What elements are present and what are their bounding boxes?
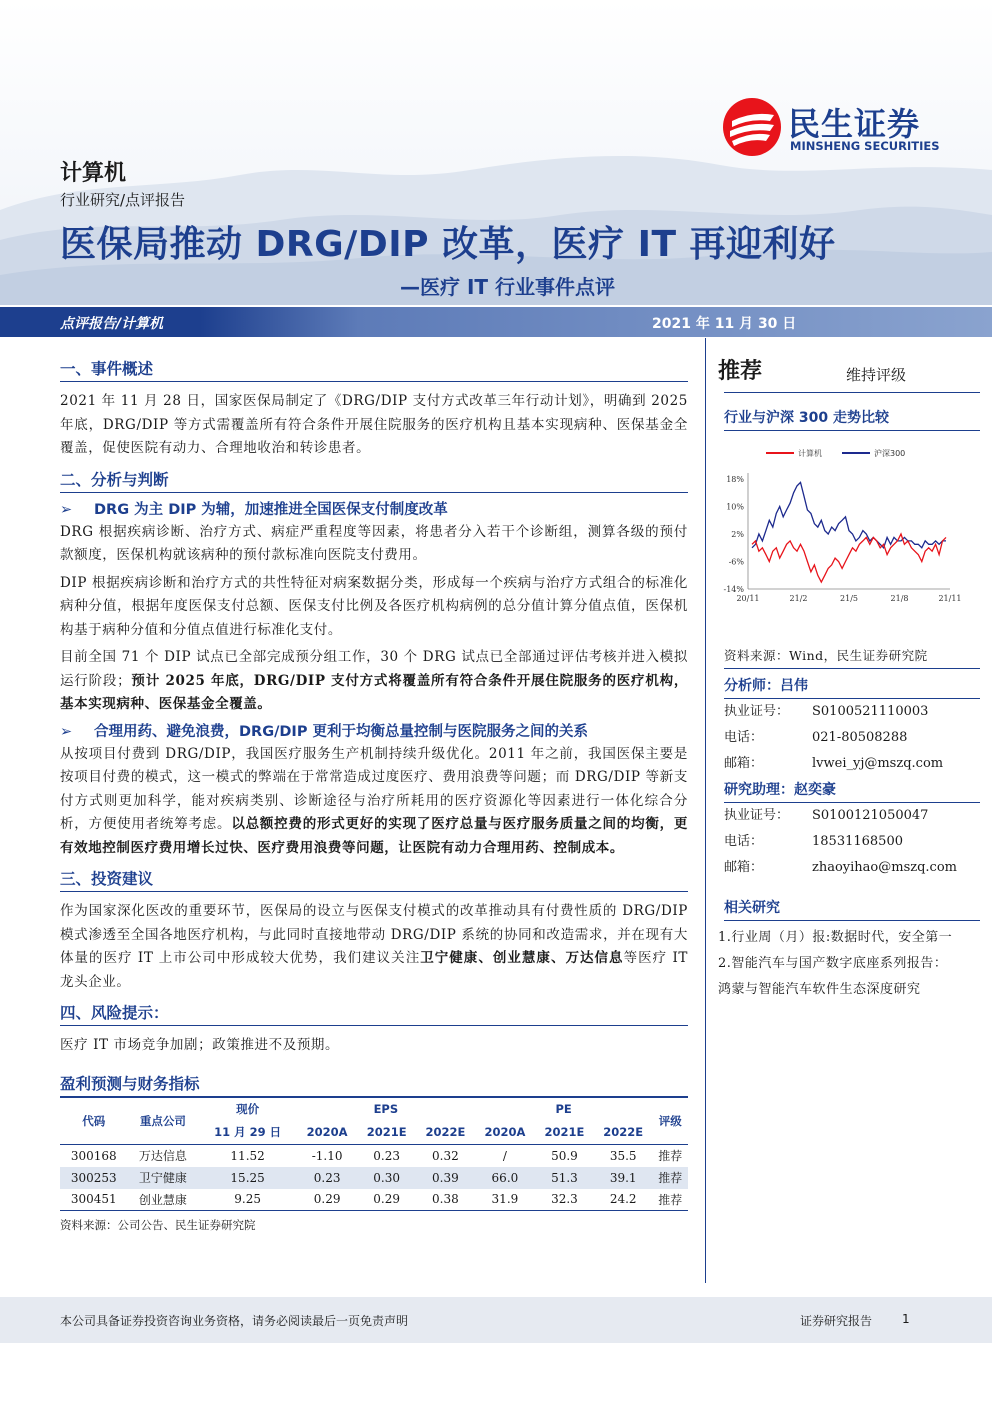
- table-cell: -1.10: [311, 1148, 343, 1163]
- page-number: 1: [902, 1312, 910, 1326]
- table-cell: 300168: [70, 1148, 117, 1163]
- arrow-bullet-icon: ➢: [60, 501, 73, 518]
- section-title: 二、分析与判断: [60, 467, 688, 493]
- sidebar: [718, 352, 980, 1003]
- assistant-email: 邮箱： zhaoyihao@mszq.com: [724, 860, 957, 875]
- paragraph: 目前全国 71 个 DIP 试点已全部完成预分组工作，30 个 DRG 试点已全部通过评估考核并进入模拟运行阶段；预计 2025 年底，DRG/DIP 支付方式将覆盖所有符合条件开展住院服务的医疗机构，基本实现病种、医保基金全覆盖。: [60, 649, 688, 712]
- col-rating: 评级: [653, 1097, 688, 1145]
- brand-logo: [722, 97, 962, 159]
- y-tick-label: 10%: [726, 502, 744, 512]
- column-divider: [705, 338, 706, 1283]
- paragraph: DIP 根据疾病诊断和治疗方式的共性特征对病案数据分类，形成每一个疾病与治疗方式组合的标准化病种分值，根据年度医保支付总额、医保支付比例及各医疗机构病例的总分值计算分值点值，医保机构基于病种分值和分值点值进行标准化支付。: [60, 574, 688, 638]
- brand-name-cn: 民生证券: [788, 105, 921, 143]
- x-tick-label: 21/8: [890, 594, 909, 603]
- related-item: 2.智能汽车与国产数字底座系列报告： 鸿蒙与智能汽车软件生态深度研究: [718, 956, 948, 997]
- main-content: [60, 352, 688, 1233]
- y-tick-label: 18%: [726, 475, 744, 484]
- trend-chart: [718, 439, 980, 639]
- section-title: 四、风险提示：: [60, 1000, 688, 1026]
- table-row: [60, 1189, 688, 1211]
- table-cell: 0.23: [373, 1148, 400, 1163]
- paragraph: 作为国家深化医改的重要环节，医保局的设立与医保支付模式的改革推动具有付费性质的 DRG/DIP 模式渗透至全国各地医疗机构，与此同时直接地带动 DRG/DIP 系统的协同和改造需求，并在现有大体量的医疗 IT 上市公司中形成较大优势，我们建议关注卫宁健康、创业慧康、万达信息等医疗 IT 龙头企业。: [60, 903, 689, 990]
- x-tick-label: 21/5: [840, 594, 858, 603]
- report-header: [0, 0, 992, 305]
- col-price: 现价: [198, 1097, 297, 1121]
- assistant-license: 执业证号： S0100121050047: [724, 808, 929, 823]
- table-cell: 0.30: [357, 1167, 416, 1189]
- table-row: [60, 1167, 688, 1189]
- table-cell: 0.29: [297, 1189, 357, 1211]
- col-code: 代码: [60, 1097, 128, 1145]
- table-cell: /: [502, 1148, 507, 1163]
- y-tick-label: -14%: [723, 585, 744, 594]
- table-cell: 24.2: [594, 1189, 653, 1211]
- paragraph: 从按项目付费到 DRG/DIP，我国医疗服务生产机制持续升级优化。2011 年之前，我国医保主要是按项目付费的模式，这一模式的弊端在于常常造成过度医疗、费用浪费等问题；而 DRG/DIP 等新支付方式则更加科学，能对疾病类别、诊断途径与治疗所耗用的医疗资源化等因素进行一体化综合分析，方便使用者统筹考虑。以总额控费的形式更好的实现了医疗总量与医疗服务质量之间的均衡，更有效地控制医疗费用增长过快、医疗费用浪费等问题，让医院有动力合理用药、控制成本。: [60, 745, 689, 856]
- brand-name-en: MINSHENG SECURITIES: [790, 139, 940, 153]
- rating-note: 维持评级: [846, 366, 907, 384]
- table-cell: 51.3: [535, 1167, 594, 1189]
- brand-mark-icon: [722, 97, 782, 157]
- x-tick-label: 21/11: [938, 594, 962, 603]
- table-cell: 35.5: [609, 1148, 637, 1163]
- col-pe: PE: [475, 1097, 653, 1121]
- related-heading: 相关研究: [724, 895, 980, 921]
- analyst-phone: 电话： 021-80508288: [724, 730, 908, 745]
- analyst-email: 邮箱： lvwei_yj@mszq.com: [724, 756, 944, 771]
- y-tick-label: -6%: [728, 557, 744, 567]
- x-tick-label: 20/11: [736, 594, 760, 603]
- table-cell: 32.3: [535, 1189, 594, 1211]
- table-cell: 15.25: [198, 1167, 297, 1189]
- table-cell: 0.23: [297, 1167, 357, 1189]
- report-type: 行业研究/点评报告: [60, 191, 186, 209]
- section-title: 三、投资建议: [60, 866, 688, 892]
- table-cell: 推荐: [658, 1149, 683, 1164]
- related-item: 1.行业周（月）报:数据时代，安全第一: [718, 930, 953, 945]
- disclaimer-note: 本公司具备证券投资咨询业务资格，请务必阅读最后一页免责声明: [60, 1314, 409, 1328]
- trend-chart-svg: [718, 439, 980, 639]
- paragraph: 医疗 IT 市场竞争加剧；政策推进不及预期。: [60, 1037, 340, 1053]
- col-company: 重点公司: [128, 1097, 199, 1145]
- title-band: [0, 307, 992, 337]
- table-cell: 0.29: [357, 1189, 416, 1211]
- table-cell: 推荐: [653, 1167, 688, 1189]
- chart-source: 资料来源：Wind，民生证券研究院: [724, 643, 980, 669]
- rating-block: [718, 352, 980, 392]
- table-cell: 0.38: [416, 1189, 475, 1211]
- footer-label: 证券研究报告: [800, 1314, 873, 1328]
- table-cell: 300451: [60, 1189, 128, 1211]
- table-cell: 0.39: [416, 1167, 475, 1189]
- x-tick-label: 21/2: [789, 594, 808, 603]
- table-cell: 0.32: [432, 1148, 459, 1163]
- assistant-heading: 研究助理：赵奕豪: [724, 777, 980, 803]
- paragraph: DRG 根据疾病诊断、治疗方式、病症严重程度等因素，将患者分入若干个诊断组，测算各级的预付款额度，医保机构就该病种的预付款标准向医院支付费用。: [60, 523, 688, 563]
- legend-label: 沪深300: [874, 449, 906, 458]
- table-cell: 31.9: [475, 1189, 535, 1211]
- col-eps: EPS: [297, 1097, 475, 1121]
- table-title: 盈利预测与财务指标: [60, 1074, 200, 1093]
- series-line: [752, 482, 946, 547]
- table-cell: 300253: [60, 1167, 128, 1189]
- legend-label: 计算机: [798, 449, 822, 458]
- col-price-date: 11 月 29 日: [198, 1121, 297, 1145]
- chart-heading: 行业与沪深 300 走势比较: [724, 405, 980, 431]
- table-row: [60, 1145, 688, 1167]
- band-category: 点评报告/计算机: [60, 316, 164, 332]
- bullet-heading: ➢ DRG 为主 DIP 为辅，加速推进全国医保支付制度改革: [60, 499, 688, 521]
- paragraph: 2021 年 11 月 28 日，国家医保局制定了《DRG/DIP 支付方式改革三年行动计划》，明确到 2025 年底，DRG/DIP 等方式需覆盖所有符合条件开展住院服务的医疗机构且基本实现病种、医保基金全覆盖，促使医院有动力、合理地收治和转诊患者。: [60, 393, 688, 456]
- analyst-license: 执业证号： S0100521110003: [724, 704, 929, 719]
- financial-table: 代码 重点公司 现价 EPS PE 评级 11 月 29 日 2020A 2021E 2022E 2020A 2021E 2022E 300168 万达信息 11.52 -1.10 0.23 0.32 / 50.9 35.5 推荐 300253 卫宁健康 15.25 0.23 0.30 0.39 66.0 51.3 39.1 推荐 300451 创业慧康 9.25 0.29 0.29 0.38 31.9 32.3 24.2 推荐: [60, 1096, 688, 1212]
- table-cell: 50.9: [551, 1148, 578, 1163]
- table-cell: 推荐: [653, 1189, 688, 1211]
- bullet-heading: ➢ 合理用药、避免浪费，DRG/DIP 更利于均衡总量控制与医院服务之间的关系: [60, 721, 688, 743]
- table-cell: 66.0: [475, 1167, 535, 1189]
- section-title: 一、事件概述: [60, 356, 688, 382]
- page-footer: [0, 1297, 992, 1343]
- report-date: 2021 年 11 月 30 日: [652, 316, 797, 332]
- table-cell: 卫宁健康: [128, 1167, 199, 1189]
- table-cell: 39.1: [594, 1167, 653, 1189]
- series-line: [752, 534, 946, 582]
- report-title: 医保局推动 DRG/DIP 改革，医疗 IT 再迎利好: [60, 224, 836, 265]
- y-tick-label: 2%: [731, 530, 744, 539]
- analyst-heading: 分析师：吕伟: [724, 673, 980, 699]
- table-cell: 万达信息: [138, 1149, 187, 1164]
- table-cell: 11.52: [230, 1148, 265, 1163]
- industry-label: 计算机: [60, 161, 127, 186]
- report-subtitle: —医疗 IT 行业事件点评: [400, 275, 616, 299]
- table-source: 资料来源：公司公告、民生证券研究院: [60, 1218, 256, 1232]
- assistant-phone: 电话： 18531168500: [724, 834, 903, 849]
- table-cell: 9.25: [198, 1189, 297, 1211]
- arrow-bullet-icon: ➢: [60, 723, 73, 740]
- rating-value: 推荐: [718, 359, 763, 384]
- table-cell: 创业慧康: [128, 1189, 199, 1211]
